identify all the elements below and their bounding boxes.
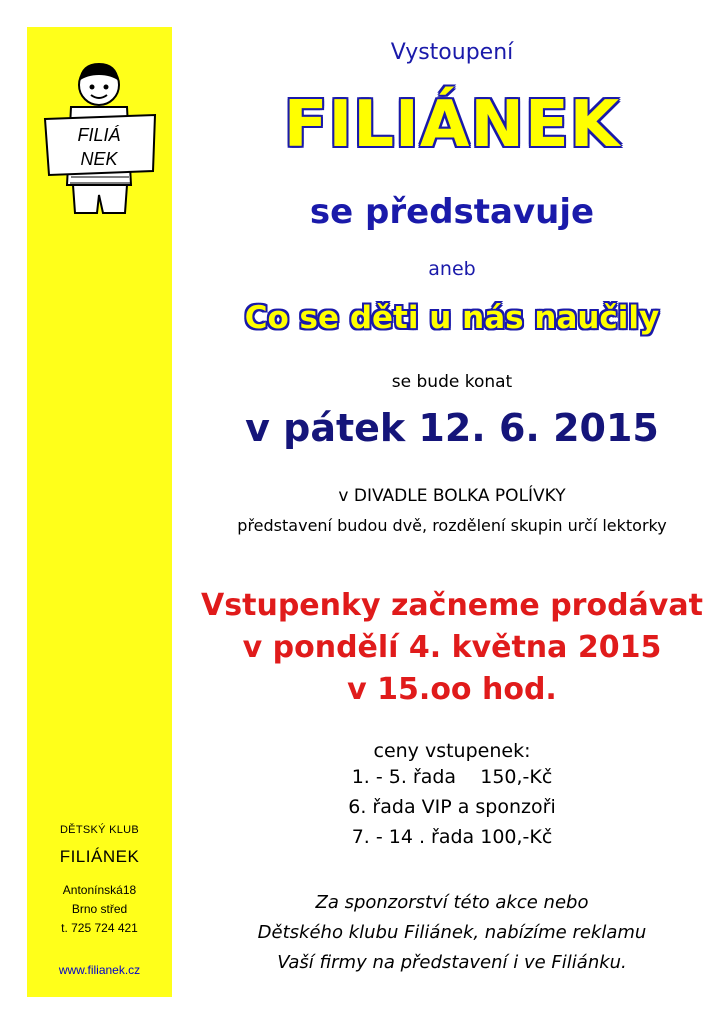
svg-text:FILIÁ: FILIÁ: [77, 125, 121, 145]
price-row: 7. - 14 . řada 100,-Kč: [351, 826, 553, 848]
poster-subtitle: se představuje: [309, 192, 595, 232]
sidebar: [27, 27, 172, 997]
sponsor-line: Vaší firmy na představení i ve Filiánku.: [277, 952, 627, 973]
club-label: DĚTSKÝ KLUB: [59, 824, 140, 836]
se-bude-konat-text: se bude konat: [391, 372, 513, 392]
tickets-line-1: Vstupenky začneme prodávat: [201, 588, 703, 623]
price-row: 6. řada VIP a sponzoři: [348, 796, 556, 818]
website-link[interactable]: www.filianek.cz: [58, 963, 141, 977]
tickets-line-2: v pondělí 4. května 2015: [242, 630, 662, 665]
sponsor-line: Za sponzorství této akce nebo: [315, 892, 589, 913]
tickets-line-3: v 15.oo hod.: [347, 672, 557, 707]
aneb-text: aneb: [428, 258, 476, 280]
price-row: 1. - 5. řada 150,-Kč: [351, 766, 553, 788]
svg-text:NEK: NEK: [80, 149, 118, 169]
event-date: v pátek 12. 6. 2015: [245, 406, 659, 450]
prices-heading: ceny vstupenek:: [373, 740, 531, 762]
poster-tagline: Co se děti u nás naučily: [244, 300, 660, 336]
sponsor-line: Dětského klubu Filiánek, nabízíme reklamu: [257, 922, 647, 943]
phone-number: t. 725 724 421: [61, 921, 138, 935]
heading-vystoupeni: Vystoupení: [390, 40, 514, 65]
address-city: Brno střed: [71, 902, 128, 916]
club-name: FILIÁNEK: [59, 847, 140, 866]
filianek-mascot-logo: [41, 45, 159, 217]
venue-text: v DIVADLE BOLKA POLÍVKY: [338, 486, 566, 506]
performances-note: představení budou dvě, rozdělení skupin určí lektorky: [237, 516, 667, 535]
address-street: Antonínská18: [62, 883, 137, 897]
poster-title: FILIÁNEK: [283, 88, 621, 162]
